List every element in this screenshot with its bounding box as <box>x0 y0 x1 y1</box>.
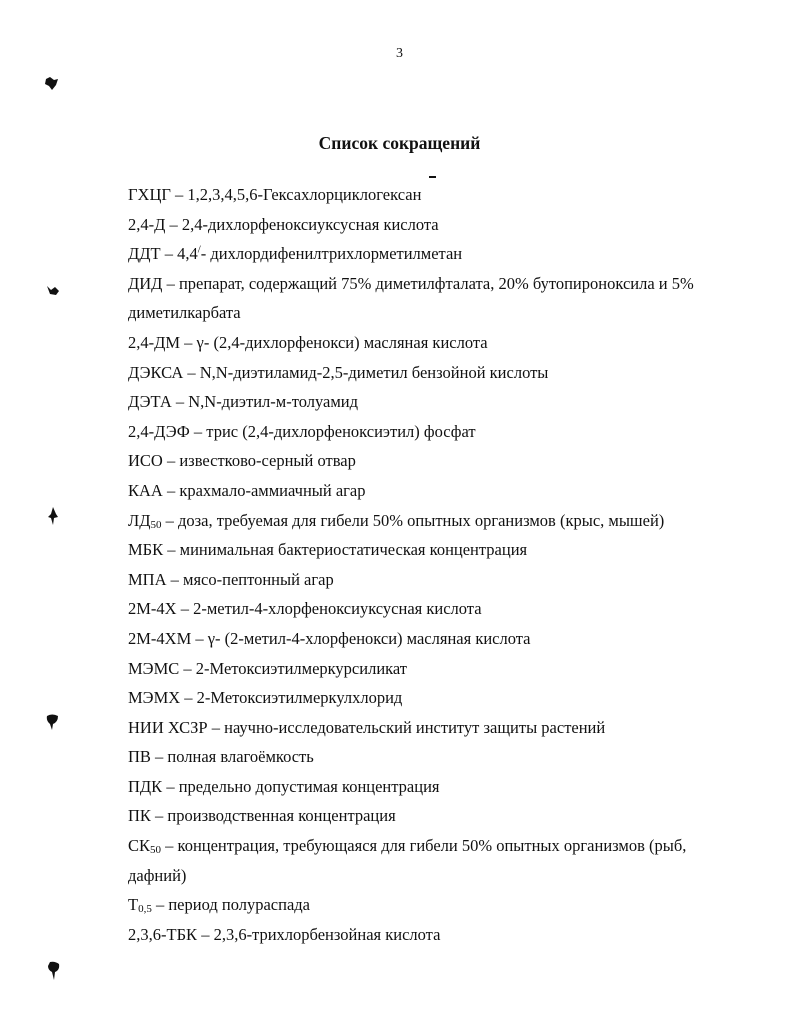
list-item: КАА – крахмало-аммиачный агар <box>128 480 366 500</box>
list-item: 2,4-ДМ – γ- (2,4-дихлорфенокси) масляная кислота <box>128 332 488 352</box>
list-item: ДЭТА – N,N-диэтил-м-толуамид <box>128 392 358 412</box>
ink-blot-icon <box>47 961 61 981</box>
abbreviation-list <box>128 180 738 949</box>
page-title: Список сокращений <box>318 133 481 153</box>
list-item: ПДК – предельно допустимая концентрация <box>128 776 440 796</box>
list-item: ПК – производственная концентрация <box>128 806 396 826</box>
ink-blot-icon <box>48 507 58 525</box>
list-item: ПВ – полная влагоёмкость <box>128 747 314 767</box>
list-item: ДДТ – 4,4/- дихлордифенилтрихлорметилметан <box>128 243 463 264</box>
list-item: ГХЦГ – 1,2,3,4,5,6-Гексахлорциклогексан <box>128 185 422 204</box>
list-item: 2,4-Д – 2,4-дихлорфеноксиуксусная кислота <box>128 214 439 234</box>
list-item: МЭМХ – 2-Метоксиэтилмеркулхлорид <box>128 688 403 708</box>
list-item: ДИД – препарат, содержащий 75% диметилфталата, 20% бутопироноксила и 5% диметилкарбата <box>128 273 694 323</box>
ink-blot-icon <box>44 76 60 92</box>
list-item: 2,4-ДЭФ – трис (2,4-дихлорфеноксиэтил) фосфат <box>128 421 476 441</box>
list-item: МБК – минимальная бактериостатическая концентрация <box>128 540 528 560</box>
list-item: 2М-4Х – 2-метил-4-хлорфеноксиуксусная кислота <box>128 599 482 619</box>
list-item: $ЛД_{50}$ – доза, требуемая для гибели 50% опытных организмов (крыс, мышей) <box>128 510 665 531</box>
list-item: $Т_{0,5}$ – период полураспада <box>128 895 310 916</box>
list-item: 2М-4ХМ – γ- (2-метил-4-хлорфенокси) масляная кислота <box>128 628 531 648</box>
ink-blot-icon <box>46 284 60 296</box>
list-item: ИСО – известково-серный отвар <box>128 451 356 471</box>
list-item: НИИ ХСЗР – научно-исследовательский институт защиты растений <box>128 717 606 737</box>
list-item: ДЭКСА – N,N-диэтиламид-2,5-диметил бензойной кислоты <box>128 362 549 382</box>
stray-dash-mark <box>429 176 436 178</box>
list-item: МПА – мясо-пептонный агар <box>128 569 334 589</box>
list-item: 2,3,6-ТБК – 2,3,6-трихлорбензойная кислота <box>128 924 441 944</box>
page-number: 3 <box>396 46 403 61</box>
list-item: $СК_{50}$ – концентрация, требующаяся для гибели 50% опытных организмов (рыб, дафний) <box>128 836 687 885</box>
list-item: МЭМС – 2-Метоксиэтилмеркурсиликат <box>128 658 408 678</box>
ink-blot-icon <box>46 714 59 731</box>
